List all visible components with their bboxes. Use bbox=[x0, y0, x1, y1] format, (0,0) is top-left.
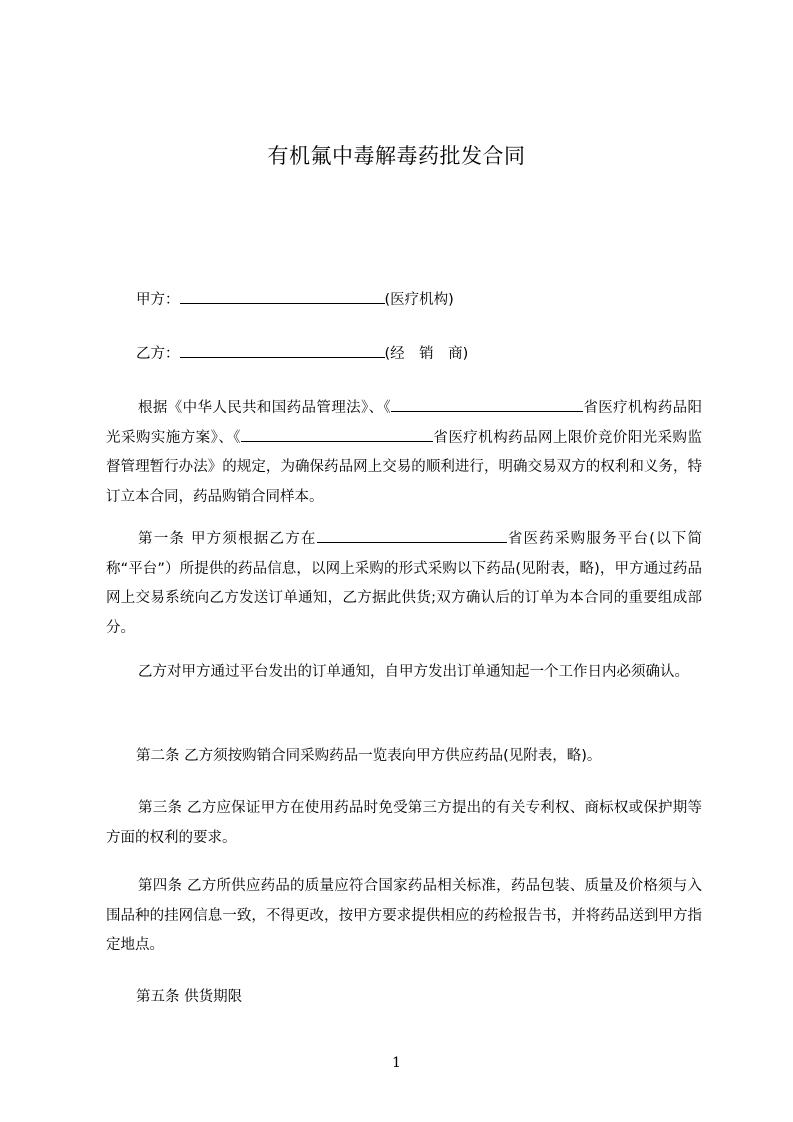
page-number: 1 bbox=[392, 1055, 401, 1071]
intro-province-blank-1[interactable] bbox=[391, 397, 583, 412]
party-a-label: 甲方： bbox=[136, 292, 180, 308]
intro-text-2: 省医疗机构药品阳光采购实施方案》、《 bbox=[106, 400, 703, 446]
article-1-province-blank[interactable] bbox=[317, 528, 507, 543]
party-b-line bbox=[136, 343, 468, 365]
party-a-suffix: (医疗机构) bbox=[384, 292, 454, 308]
party-b-label: 乙方： bbox=[136, 346, 180, 362]
article-1-paragraph bbox=[106, 525, 702, 643]
article-3-paragraph: 第三条 乙方应保证甲方在使用药品时免受第三方提出的有关专利权、商标权或保护期等方面的权利的要求。 bbox=[106, 800, 702, 846]
party-a-line bbox=[136, 289, 454, 311]
article-1-text-2: 省医药采购服务平台(以下简称“平台”）所提供的药品信息，以网上采购的形式采购以下药品(见附表，略)，甲方通过药品网上交易系统向乙方发送订单通知，乙方据此供货;双方确认后的订单为本合同的重要组成部分。 bbox=[106, 531, 703, 636]
party-b-suffix: (经 销 商) bbox=[384, 346, 469, 362]
party-b-blank[interactable] bbox=[180, 343, 385, 358]
document-title: 有机氟中毒解毒药批发合同 bbox=[267, 144, 526, 168]
article-2-paragraph: 第二条 乙方须按购销合同采购药品一览表向甲方供应药品(见附表，略)。 bbox=[136, 748, 602, 764]
article-4-paragraph: 第四条 乙方所供应药品的质量应符合国家药品相关标准，药品包装、质量及价格须与入围品种的挂网信息一致，不得更改，按甲方要求提供相应的药检报告书，并将药品送到甲方指定地点。 bbox=[106, 878, 702, 953]
intro-text-1: 根据《中华人民共和国药品管理法》、《 bbox=[138, 400, 392, 416]
article-1-confirm-paragraph: 乙方对甲方通过平台发出的订单通知，自甲方发出订单通知起一个工作日内必须确认。 bbox=[138, 664, 689, 680]
intro-paragraph bbox=[106, 394, 702, 512]
article-5-heading: 第五条 供货期限 bbox=[136, 989, 243, 1005]
party-a-blank[interactable] bbox=[180, 289, 385, 304]
intro-text-3: 省医疗机构药品网上限价竞价阳光采购监督管理暂行办法》的规定，为确保药品网上交易的顺利进行，明确交易双方的权利和义务，特订立本合同，药品购销合同样本。 bbox=[106, 429, 703, 505]
article-1-text-1: 第一条 甲方须根据乙方在 bbox=[138, 531, 317, 547]
intro-province-blank-2[interactable] bbox=[241, 427, 433, 442]
